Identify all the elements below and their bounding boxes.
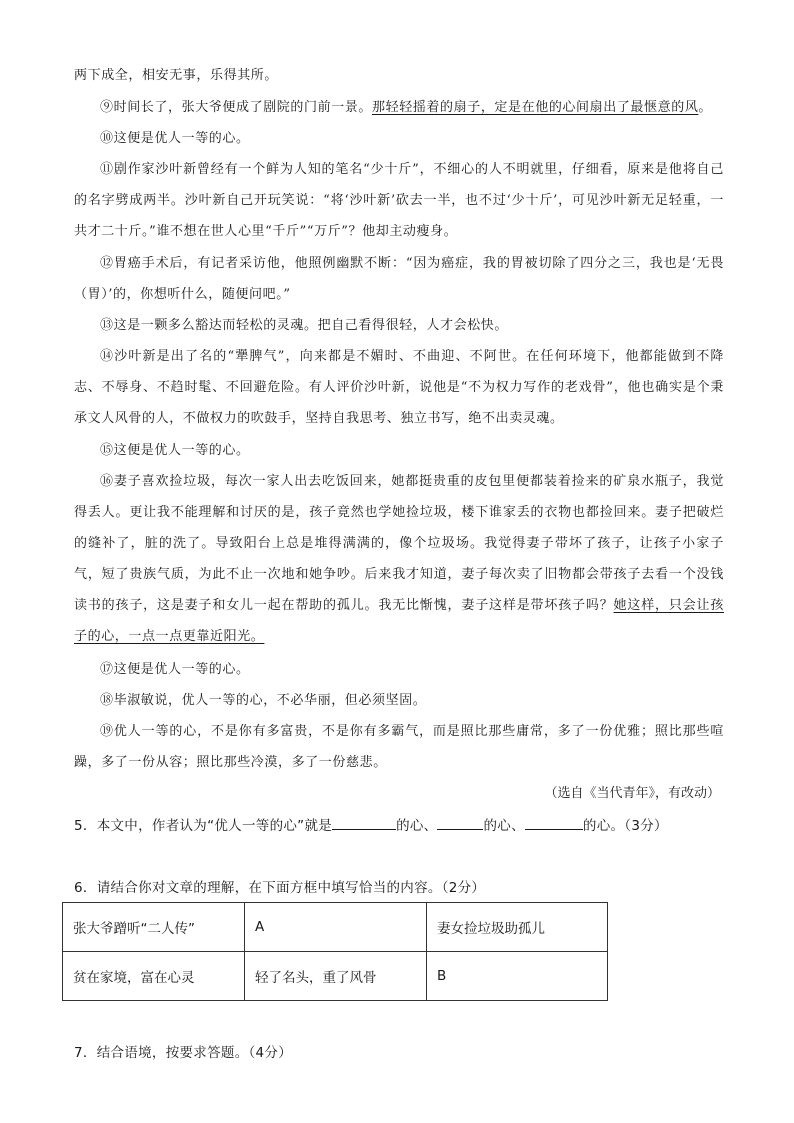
- table-cell-answer-b[interactable]: B: [427, 952, 608, 1001]
- question-5-mid1: 的心、: [396, 818, 438, 834]
- underlined-sentence-fan: 那轻轻摇着的扇子，定是在他的心间扇出了最惬意的风: [372, 100, 699, 115]
- question-7: 7．结合语境，按要求答题。（4分）: [74, 1045, 293, 1061]
- table-row: [63, 952, 608, 1001]
- table-cell: 妻女捡垃圾助孤儿: [427, 903, 608, 952]
- answer-blank-1[interactable]: [332, 815, 396, 830]
- question-5-suffix: 的心。（3分）: [582, 818, 668, 834]
- question-5: [74, 814, 668, 838]
- paragraph-16-main: ⑯妻子喜欢捡垃圾，每次一家人出去吃饭回来，她都挺贵重的皮包里便都装着捡来的矿泉水瓶子，我觉得丢人。更让我不能理解和讨厌的是，孩子竟然也学她捡垃圾，楼下谁家丢的衣物也都捡回来。妻子把破烂的缝补了，脏的洗了。导致阳台上总是堆得满满的，像个垃圾场。我觉得妻子带坏了孩子，让孩子小家子气，短了贵族气质，为此不止一次地和她争吵。后来我才知道，妻子每次卖了旧物都会带孩子去看一个没钱读书的孩子，这是妻子和女儿一起在帮助的孤儿。我无比惭愧，妻子这样是带坏孩子吗？: [74, 474, 724, 613]
- table-row: [63, 903, 608, 952]
- paragraph-8-end: 两下成全，相安无事，乐得其所。: [74, 68, 279, 83]
- source-citation: （选自《当代青年》，有改动）: [544, 786, 720, 801]
- paragraph-16: [74, 466, 724, 652]
- paragraph-17: ⑰这便是优人一等的心。: [100, 662, 250, 677]
- paragraph-9: [74, 92, 724, 123]
- question-6: 6．请结合你对文章的理解，在下面方框中填写恰当的内容。（2分）: [74, 880, 486, 896]
- paragraph-11: ⑪剧作家沙叶新曾经有一个鲜为人知的笔名“少十斤”，不细心的人不明就里，仔细看，原来是他将自己的名字劈成两半。沙叶新自己开玩笑说：“将‘沙叶新’砍去一半，也不过‘少十斤’，可见沙叶新无足轻重，一共才二十斤。”谁不想在世人心里“千斤”“万斤”？他却主动瘦身。: [74, 162, 724, 239]
- table-cell-answer-a[interactable]: A: [245, 903, 427, 952]
- paragraph-13: ⑬这是一颗多么豁达而轻松的灵魂。把自己看得很轻，人才会松快。: [100, 318, 509, 333]
- table-cell: 贫在家境，富在心灵: [63, 952, 245, 1001]
- paragraph-19: ⑲优人一等的心，不是你有多富贵，不是你有多霸气，而是照比那些庸常，多了一份优雅；照比那些喧躁，多了一份从容；照比那些冷漠，多了一份慈悲。: [74, 724, 724, 770]
- paragraph-18: ⑱毕淑敏说，优人一等的心，不必华丽，但必须坚固。: [100, 693, 427, 708]
- paragraph-15: ⑮这便是优人一等的心。: [100, 443, 250, 458]
- question-6-table: [62, 902, 608, 1001]
- table-cell: 轻了名头，重了风骨: [245, 952, 427, 1001]
- answer-blank-3[interactable]: [525, 815, 583, 830]
- paragraph-10: ⑩这便是优人一等的心。: [100, 131, 250, 146]
- paragraph-14: ⑭沙叶新是出了名的“犟脾气”，向来都是不媚时、不曲迎、不阿世。在任何环境下，他都能做到不降志、不辱身、不趋时髦、不回避危险。有人评价沙叶新，说他是“不为权力写作的老戏骨”，他也确实是个秉承文人风骨的人，不做权力的吹鼓手，坚持自我思考、独立书写，绝不出卖灵魂。: [74, 349, 724, 426]
- paragraph-9-end: 。: [698, 100, 713, 115]
- answer-blank-2[interactable]: [437, 815, 483, 830]
- underlined-sentence-sunlight: 她这样，只会让孩子的心，一点一点更靠近阳光。: [74, 598, 724, 644]
- paragraph-9-lead: ⑨时间长了，张大爷便成了剧院的门前一景。: [100, 100, 373, 115]
- paragraph-12: ⑫胃癌手术后，有记者采访他，他照例幽默不断：“因为癌症，我的胃被切除了四分之三，我也是‘无畏（胃）’的，你想听什么，随便问吧。”: [74, 256, 724, 302]
- question-5-mid2: 的心、: [483, 818, 525, 834]
- table-cell: 张大爷蹭听“二人传”: [63, 903, 245, 952]
- question-5-prefix: 5．本文中，作者认为“优人一等的心”就是: [74, 818, 333, 834]
